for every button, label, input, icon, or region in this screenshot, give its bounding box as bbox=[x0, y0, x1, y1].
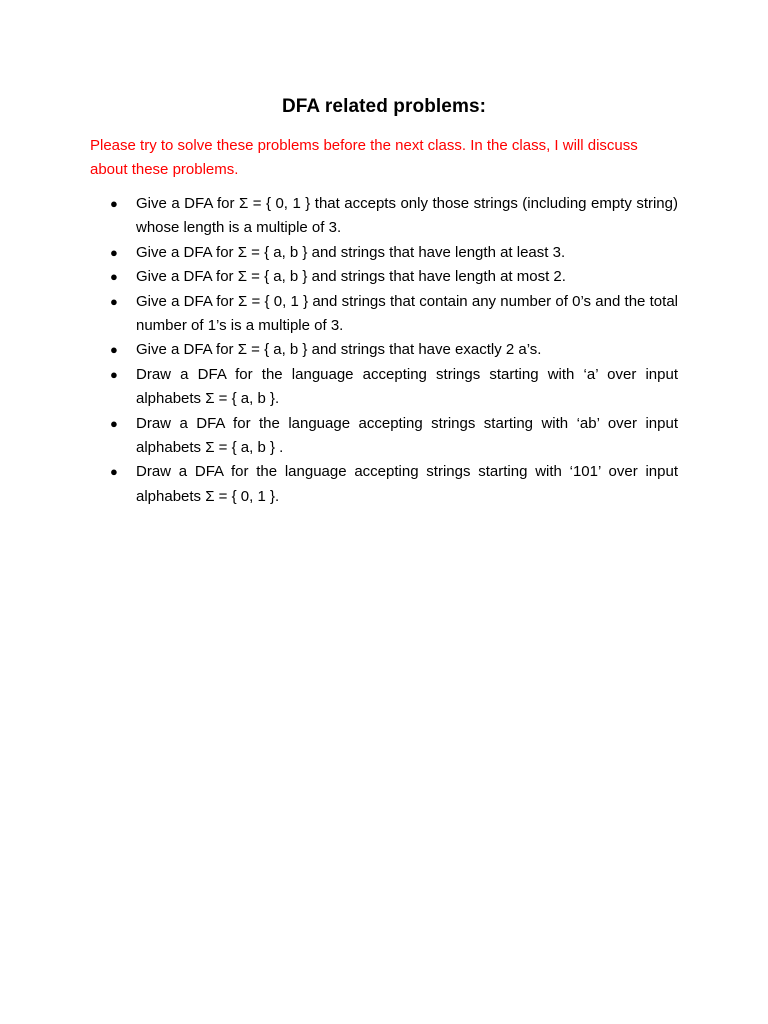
problem-text: Draw a DFA for the language accepting strings starting with ‘ab’ over input alphabets Σ = { a, b } . bbox=[136, 414, 678, 457]
bullet-icon: ● bbox=[110, 464, 118, 480]
bullet-icon: ● bbox=[110, 244, 118, 260]
intro-note: Please try to solve these problems before the next class. In the class, I will discuss about these problems. bbox=[90, 137, 638, 178]
problem-text: Give a DFA for Σ = { a, b } and strings that have length at least 3. bbox=[136, 243, 566, 261]
list-item bbox=[90, 460, 678, 509]
problem-text: Draw a DFA for the language accepting strings starting with ‘101’ over input alphabets Σ = { 0, 1 }. bbox=[136, 463, 678, 505]
list-item bbox=[90, 241, 678, 265]
page-title: DFA related problems: bbox=[281, 96, 487, 117]
problem-text: Give a DFA for Σ = { a, b } and strings that have exactly 2 a’s. bbox=[136, 341, 542, 359]
problem-text: Draw a DFA for the language accepting strings starting with ‘a’ over input alphabets Σ = { a, b }. bbox=[136, 365, 678, 408]
list-item bbox=[90, 412, 678, 461]
list-item bbox=[90, 338, 678, 362]
problem-text: Give a DFA for Σ = { 0, 1 } that accepts only those strings (including empty string) whose length is a multiple of 3. bbox=[136, 195, 678, 237]
problem-text: Give a DFA for Σ = { a, b } and strings that have length at most 2. bbox=[136, 268, 566, 286]
list-item bbox=[90, 265, 678, 289]
list-item bbox=[90, 192, 678, 241]
bullet-icon: ● bbox=[110, 293, 118, 309]
problem-list bbox=[90, 192, 678, 509]
list-item bbox=[90, 290, 678, 339]
bullet-icon: ● bbox=[110, 269, 118, 285]
bullet-icon: ● bbox=[110, 366, 118, 382]
bullet-icon: ● bbox=[110, 415, 118, 431]
problem-text: Give a DFA for Σ = { 0, 1 } and strings that contain any number of 0’s and the total number of 1’s is a multiple of 3. bbox=[136, 292, 678, 335]
bullet-icon: ● bbox=[110, 196, 118, 211]
list-item bbox=[90, 363, 678, 412]
bullet-icon: ● bbox=[110, 342, 118, 358]
